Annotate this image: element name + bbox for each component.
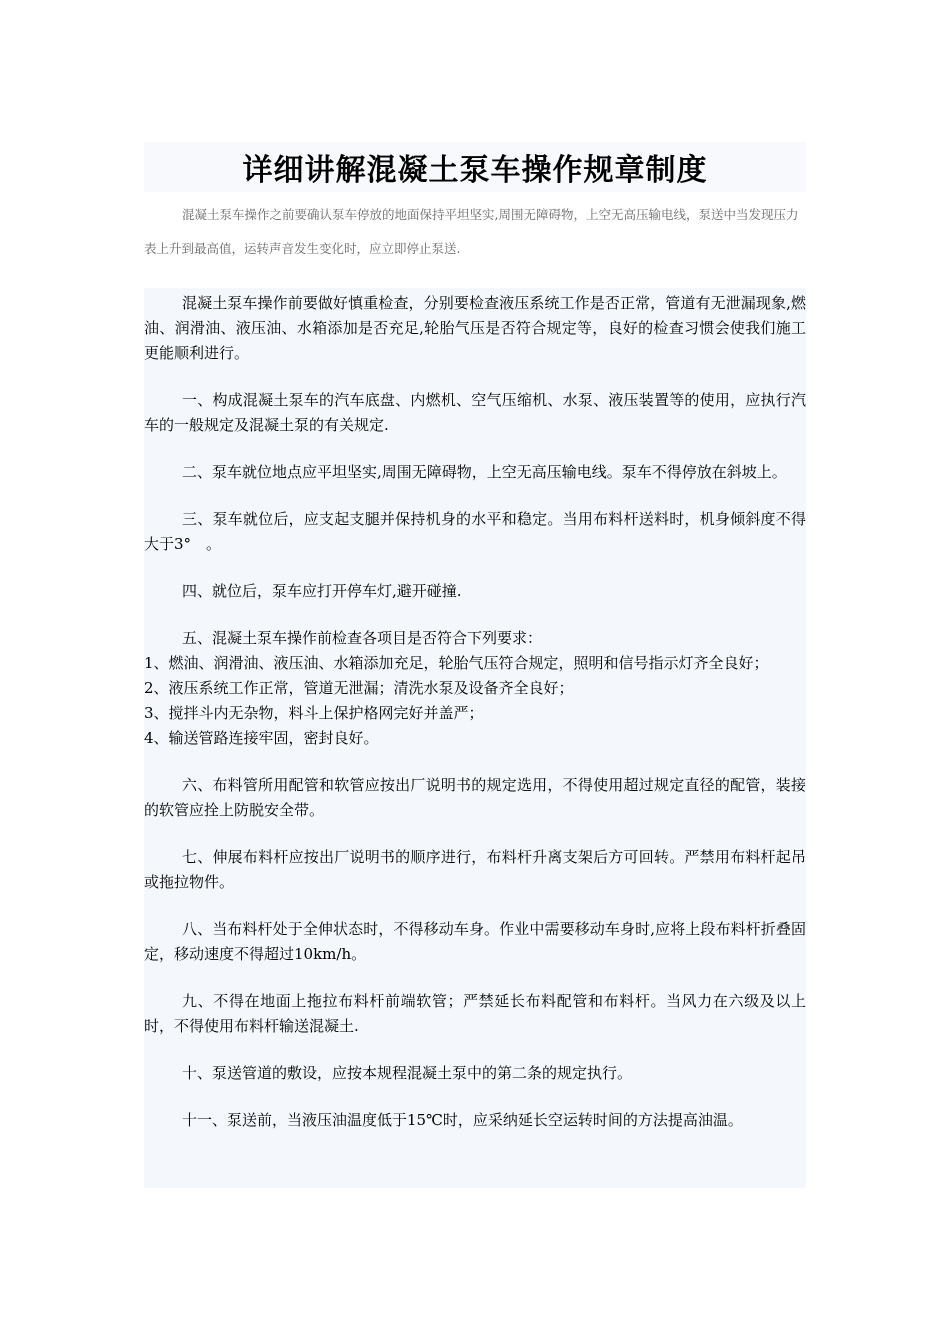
rule-8: 八、当布料杆处于全伸状态时，不得移动车身。作业中需要移动车身时,应将上段布料杆折叠固定，移动速度不得超过10km/h。 [144, 920, 806, 963]
rule-3: 三、泵车就位后，应支起支腿并保持机身的水平和稳定。当用布料杆送料时，机身倾斜度不得大于3° 。 [144, 510, 806, 553]
summary-text: 混凝土泵车操作之前要确认泵车停放的地面保持平坦坚实,周围无障碍物，上空无高压输电线，泵送中当发现压力表上升到最高值，运转声音发生变化时，应立即停止泵送. [144, 198, 806, 266]
title-band [144, 142, 806, 192]
article-body [144, 288, 806, 1188]
rule-7: 七、伸展布料杆应按出厂说明书的顺序进行，布料杆升离支架后方可回转。严禁用布料杆起吊或拖拉物件。 [144, 848, 806, 891]
intro-paragraph: 混凝土泵车操作前要做好慎重检查，分别要检查液压系统工作是否正常，管道有无泄漏现象,燃油、润滑油、液压油、水箱添加是否充足,轮胎气压是否符合规定等，良好的检查习惯会使我们施工更能顺利进行。 [144, 294, 806, 362]
rule-1: 一、构成混凝土泵车的汽车底盘、内燃机、空气压缩机、水泵、液压装置等的使用，应执行汽车的一般规定及混凝土泵的有关规定. [144, 391, 806, 434]
rule-2: 二、泵车就位地点应平坦坚实,周围无障碍物，上空无高压输电线。泵车不得停放在斜坡上。 [182, 463, 787, 481]
checklist-item: 2、液压系统工作正常，管道无泄漏；清洗水泵及设备齐全良好； [144, 679, 574, 697]
page-title: 详细讲解混凝土泵车操作规章制度 [242, 153, 708, 188]
rule-9: 九、不得在地面上拖拉布料杆前端软管；严禁延长布料配管和布料杆。当风力在六级及以上时，不得使用布料杆输送混凝土. [144, 992, 806, 1035]
rule-6: 六、布料管所用配管和软管应按出厂说明书的规定选用，不得使用超过规定直径的配管，装接的软管应拴上防脱安全带。 [144, 776, 806, 819]
rule-5: 五、混凝土泵车操作前检查各项目是否符合下列要求： [182, 629, 543, 647]
checklist [144, 651, 806, 751]
checklist-item: 4、输送管路连接牢固，密封良好。 [144, 729, 379, 747]
document [144, 142, 806, 1188]
rule-10: 十、泵送管道的敷设，应按本规程混凝土泵中的第二条的规定执行。 [182, 1064, 633, 1082]
checklist-item: 3、搅拌斗内无杂物，料斗上保护格网完好并盖严； [144, 704, 484, 722]
rule-11: 十一、泵送前，当液压油温度低于15℃时，应采纳延长空运转时间的方法提高油温。 [182, 1111, 743, 1129]
rule-4: 四、就位后，泵车应打开停车灯,避开碰撞. [182, 582, 462, 600]
checklist-item: 1、燃油、润滑油、液压油、水箱添加充足，轮胎气压符合规定，照明和信号指示灯齐全良好； [144, 654, 769, 672]
